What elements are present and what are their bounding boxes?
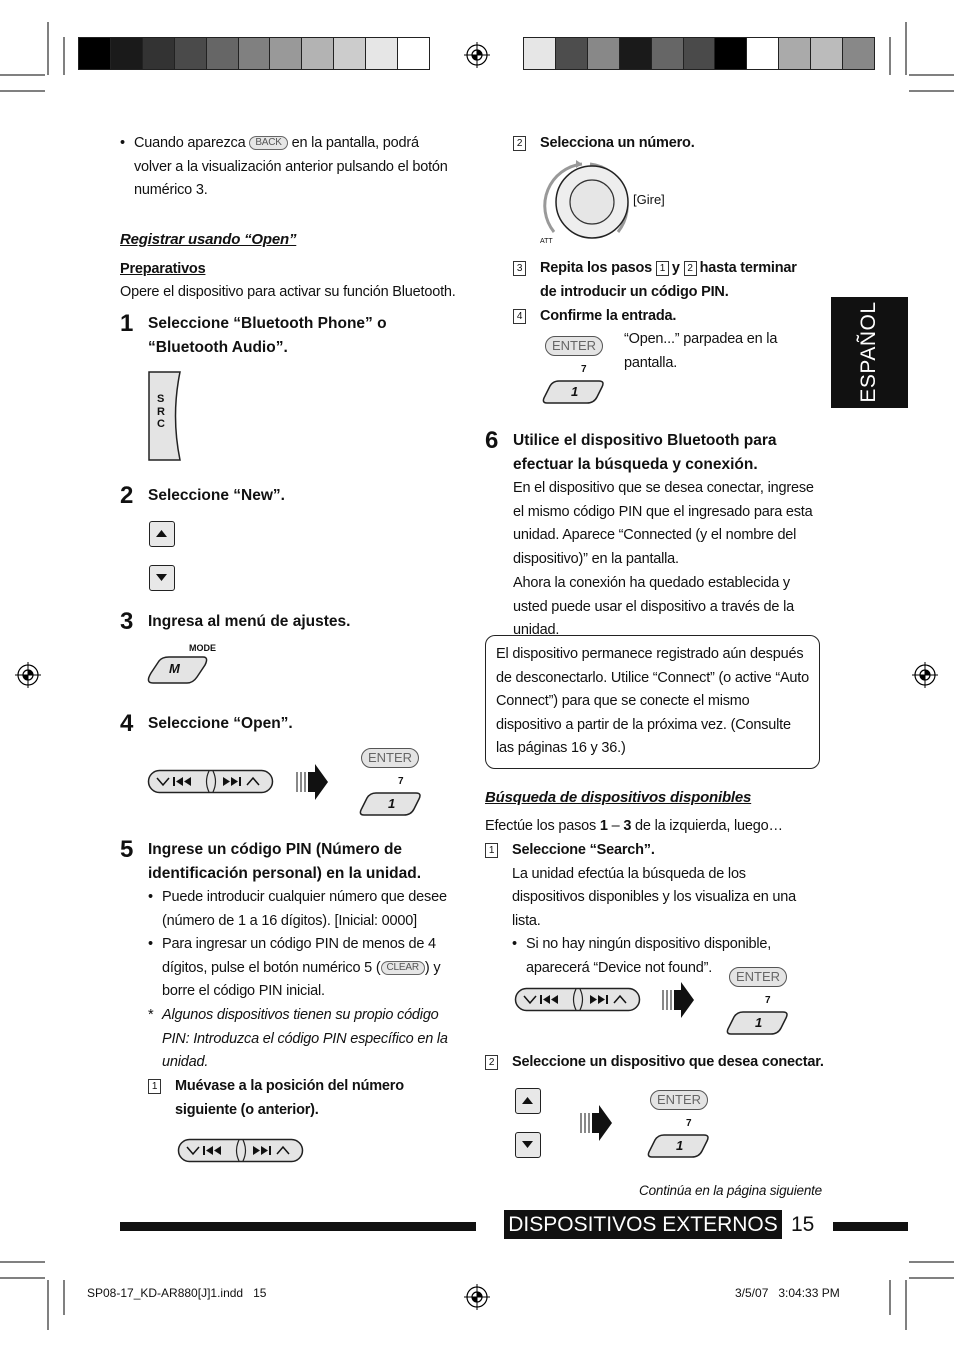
step-2-text: Seleccione “New”. <box>148 487 285 504</box>
step-3-number: 3 <box>120 608 134 635</box>
up-button-icon-2 <box>515 1088 541 1114</box>
step-6-desc: En el dispositivo que se desea conectar, ingrese el mismo código PIN que el ingresado para esta unidad. Aparece “Connected (y el nombre del dispositivo)” en la pantalla. <box>513 480 814 567</box>
registration-mark-right <box>912 662 938 688</box>
footer-rule-left <box>120 1222 476 1231</box>
down-button-icon <box>149 565 175 591</box>
number-1-label-3: 1 <box>755 1015 763 1030</box>
registration-mark-bottom <box>464 1284 490 1310</box>
step-5-bullet-2: • Para ingresar un código PIN de menos de 4 dígitos, pulse el botón numérico 5 ( CLEAR ) y borre el código PIN inicial. <box>148 936 441 999</box>
gire-label: [Gire] <box>633 192 665 207</box>
enter-button-4: ENTER <box>650 1090 708 1110</box>
mode-label: MODE <box>189 643 216 653</box>
step-1-text: Seleccione “Bluetooth Phone” o “Bluetooth Audio”. <box>148 315 387 356</box>
step-3-text: Ingresa al menú de ajustes. <box>148 613 351 630</box>
step-6-desc-2: Ahora la conexión ha quedado establecida y usted puede usar el dispositivo a través de la unidad. <box>513 575 794 638</box>
att-label: ATT <box>540 238 553 245</box>
sub-step-4-desc: “Open...” parpadea en la pantalla. <box>624 331 778 371</box>
page-number: 15 <box>791 1213 815 1236</box>
step-4-number: 4 <box>120 710 134 737</box>
search-step-1: 1 Seleccione “Search”. La unidad efectúa la búsqueda de los dispositivos disponibles y los visualiza en una lista. • Si no hay ningún dispositivo disponible, aparecerá “Device not found”. <box>485 839 815 980</box>
enter-button: ENTER <box>361 748 419 768</box>
step-4-text: Seleccione “Open”. <box>148 715 293 732</box>
date-info: 3/5/07 3:04:33 PM <box>735 1286 840 1300</box>
step-2-number: 2 <box>120 482 134 509</box>
seven-label-4: 7 <box>686 1118 692 1129</box>
clear-button-icon: CLEAR <box>381 961 425 975</box>
file-info: SP08-17_KD-AR880[J]1.indd 15 <box>87 1286 267 1300</box>
step-5-note: * Algunos dispositivos tienen su propio código PIN: Introduzca el código PIN específico en la unidad. <box>148 1007 448 1070</box>
footer-rule-right <box>833 1222 908 1231</box>
language-tab-label: ESPAÑOL <box>857 301 880 403</box>
number-1-label: 1 <box>388 796 396 811</box>
back-button-icon: BACK <box>249 136 287 150</box>
registration-mark-top <box>464 42 490 68</box>
enter-button-3: ENTER <box>729 967 787 987</box>
seven-label-3: 7 <box>765 995 771 1006</box>
step-5-number: 5 <box>120 836 134 863</box>
seek-button-icon <box>147 769 275 795</box>
src-label: S R C <box>157 393 165 430</box>
footer-section-label: DISPOSITIVOS EXTERNOS <box>504 1210 782 1239</box>
prep-text: Opere el dispositivo para activar su función Bluetooth. <box>120 284 456 300</box>
seek-button-icon-2 <box>177 1138 305 1164</box>
step-6-text: Utilice el dispositivo Bluetooth para efectuar la búsqueda y conexión. <box>513 432 777 473</box>
step-5-bullet-1: • Puede introducir cualquier número que desee (número de 1 a 16 dígitos). [Inicial: 0000] <box>148 889 447 929</box>
search-section-title: Búsqueda de dispositivos disponibles <box>485 789 752 806</box>
down-button-icon-2 <box>515 1132 541 1158</box>
seven-label-2: 7 <box>581 364 587 375</box>
mode-m-label: M <box>169 661 180 676</box>
control-dial-icon <box>540 160 632 248</box>
step-6-number: 6 <box>485 427 499 454</box>
section-title-open: Registrar usando “Open” <box>120 231 297 248</box>
arrow-right-icon <box>295 763 329 801</box>
number-1-label-2: 1 <box>571 384 579 399</box>
step-5-text: Ingrese un código PIN (Número de identificación personal) en la unidad. <box>148 841 422 882</box>
prep-title: Preparativos <box>120 261 206 277</box>
seven-label: 7 <box>398 776 404 787</box>
src-button-icon <box>146 370 186 462</box>
sub-step-4: 4 Confirme la entrada. <box>513 305 676 329</box>
sub-step-1: 1 Muévase a la posición del número siguiente (o anterior). <box>148 1075 448 1122</box>
enter-button-2: ENTER <box>545 336 603 356</box>
seek-button-icon-3 <box>514 987 642 1013</box>
registration-mark-left <box>15 662 41 688</box>
arrow-right-icon-2 <box>661 981 695 1019</box>
up-button-icon <box>149 521 175 547</box>
intro-bullet: • Cuando aparezca BACK en la pantalla, podrá volver a la visualización anterior pulsando el botón numérico 3. <box>120 135 448 198</box>
language-tab <box>831 297 908 408</box>
search-intro: Efectúe los pasos 1 – 3 de la izquierda, luego… <box>485 818 783 834</box>
arrow-right-icon-3 <box>579 1104 613 1142</box>
sub-step-3: 3 Repita los pasos 1 y 2 hasta terminar de introducir un código PIN. <box>513 257 813 304</box>
step-1-number: 1 <box>120 310 134 337</box>
note-box: El dispositivo permanece registrado aún después de desconectarlo. Utilice “Connect” (o active “Auto Connect”) para que se conecte el mismo dispositivo a partir de la próxima vez. (Consulte las páginas 16 y 36.) <box>485 635 820 769</box>
number-1-label-4: 1 <box>676 1138 684 1153</box>
search-step-2: 2 Seleccione un dispositivo que desea conectar. <box>485 1051 825 1075</box>
continues-note: Continúa en la página siguiente <box>639 1183 822 1198</box>
sub-step-2: 2 Selecciona un número. <box>513 132 695 156</box>
